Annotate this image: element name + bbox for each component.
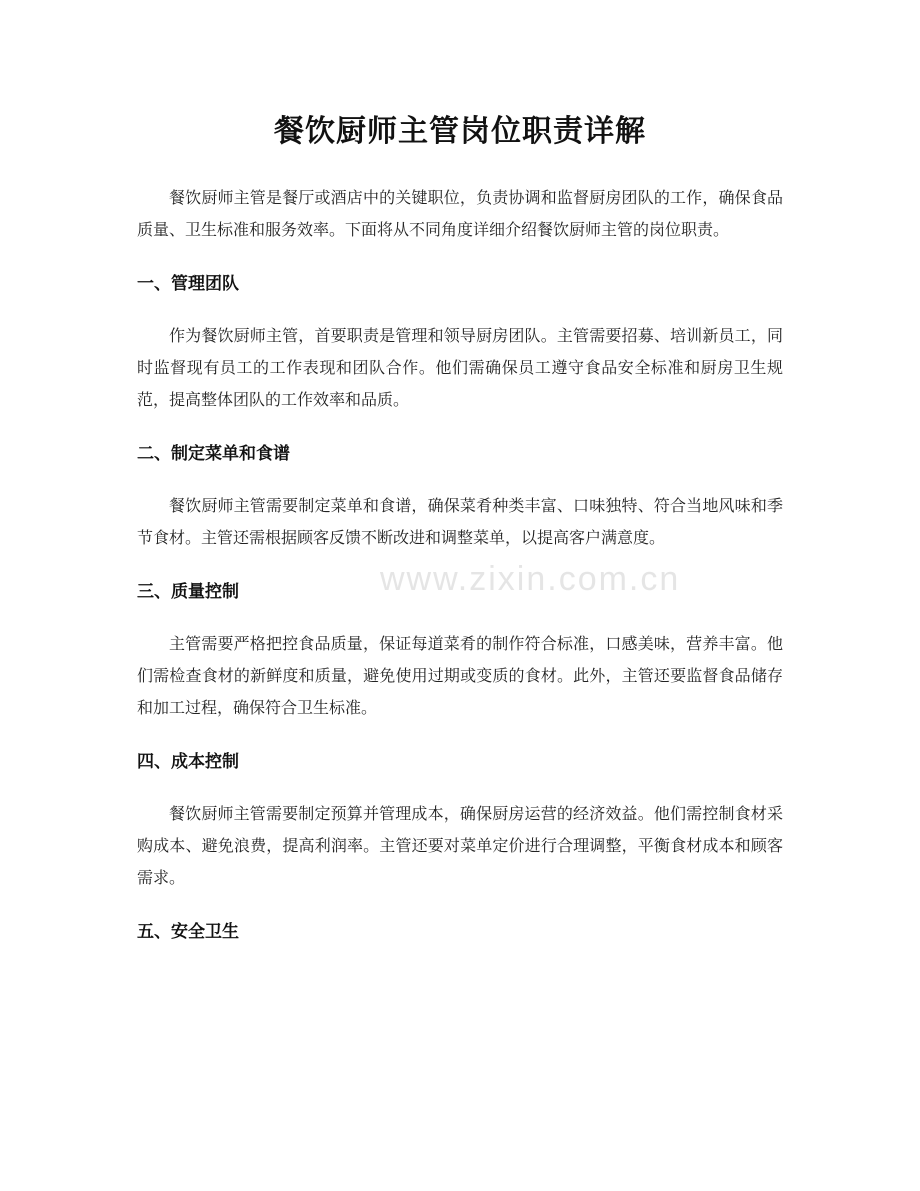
- watermark-text: www.zixin.com.cn: [380, 560, 681, 598]
- section-heading-menu: 二、制定菜单和食谱: [137, 444, 290, 464]
- intro-paragraph: 餐饮厨师主管是餐厅或酒店中的关键职位，负责协调和监督厨房团队的工作，确保食品质量、卫生标准和服务效率。下面将从不同角度详细介绍餐饮厨师主管的岗位职责。: [137, 188, 783, 239]
- section-body-team: 作为餐饮厨师主管，首要职责是管理和领导厨房团队。主管需要招募、培训新员工，同时监督现有员工的工作表现和团队合作。他们需确保员工遵守食品安全标准和厨房卫生规范，提高整体团队的工作效率和品质。: [137, 326, 783, 409]
- section-heading-team: 一、管理团队: [137, 274, 239, 294]
- section-body-cost: 餐饮厨师主管需要制定预算并管理成本，确保厨房运营的经济效益。他们需控制食材采购成本、避免浪费，提高利润率。主管还要对菜单定价进行合理调整，平衡食材成本和顾客需求。: [137, 804, 783, 887]
- section-body-quality: 主管需要严格把控食品质量，保证每道菜肴的制作符合标准，口感美味，营养丰富。他们需检查食材的新鲜度和质量，避免使用过期或变质的食材。此外，主管还要监督食品储存和加工过程，确保符合卫生标准。: [137, 634, 783, 717]
- section-body-menu: 餐饮厨师主管需要制定菜单和食谱，确保菜肴种类丰富、口味独特、符合当地风味和季节食材。主管还需根据顾客反馈不断改进和调整菜单，以提高客户满意度。: [137, 496, 783, 547]
- document-title: 餐饮厨师主管岗位职责详解: [274, 114, 646, 149]
- section-heading-quality: 三、质量控制: [137, 582, 239, 602]
- section-heading-safety: 五、安全卫生: [137, 922, 239, 942]
- section-heading-cost: 四、成本控制: [137, 752, 239, 772]
